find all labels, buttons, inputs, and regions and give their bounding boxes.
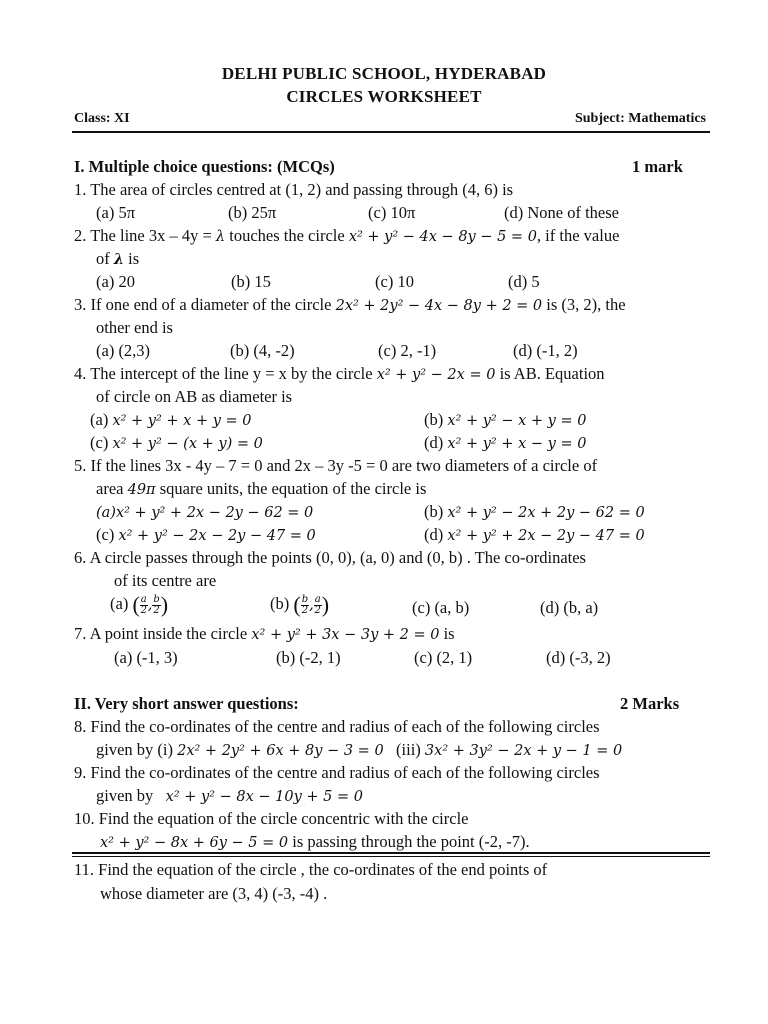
q7-option-a: (a) (-1, 3) [114,648,178,667]
q4-option-b-eq: x² + y² − x + y = 0 [447,413,587,429]
q7-option-c: (c) (2, 1) [414,648,473,667]
q7-option-b: (b) (-2, 1) [276,648,341,667]
q4-option-d-eq: x² + y² + x − y = 0 [447,436,587,452]
q7-option-d: (d) (-3, 2) [546,648,611,667]
q3-option-d: (d) (-1, 2) [513,341,578,360]
q6-a-frac-1: $\frac{a}{2}$ [140,593,147,616]
q3-text-post: is (3, 2), the [542,295,626,314]
q4-equation: x² + y² − 2x = 0 [376,367,496,383]
q5-line2-post: square units, the equation of the circle is [155,479,427,498]
question-11: 11. Find the equation of the circle , the co-ordinates of the end points of [74,860,548,879]
q8-equation-2: 3x² + 3y² − 2x + y − 1 = 0 [424,743,623,759]
q8-line2-pre: given by (i) [96,740,178,759]
question-9: 9. Find the co-ordinates of the centre and radius of each of the following circles [74,763,600,782]
q10-equation: x² + y² − 8x + 6y − 5 = 0 [100,835,289,851]
question-2 [74,226,619,246]
q5-option-a [96,502,313,522]
q5-option-c-eq: x² + y² − 2x − 2y − 47 = 0 [118,528,316,544]
q3-option-b: (b) (4, -2) [230,341,295,360]
q9-line2-pre: given by [96,786,166,805]
q5-option-d-eq: x² + y² + 2x − 2y − 47 = 0 [447,528,645,544]
question-2-line2 [96,249,139,269]
question-5-line2 [96,479,426,499]
q1-option-d: (d) None of these [504,203,620,222]
q2-option-a: (a) 20 [96,272,135,291]
q5-line2-pre: area [96,479,128,498]
q5-option-b-eq: x² + y² − 2x + 2y − 62 = 0 [447,505,645,521]
q4-option-a-label: (a) [90,410,113,429]
q5-option-c-label: (c) [96,525,119,544]
q6-b-rparen: ) [321,592,330,617]
q6-a-rparen: ) [160,592,169,617]
question-10: 10. Find the equation of the circle concentric with the circle [74,809,469,828]
q9-equation: x² + y² − 8x − 10y + 5 = 0 [165,789,364,805]
question-8-line2 [96,740,622,760]
q3-equation: 2x² + 2y² − 4x − 8y + 2 = 0 [335,298,543,314]
section-marks-mcq: 1 mark [632,157,683,176]
q2-option-b: (b) 15 [231,272,271,291]
class-label: Class: XI [74,111,130,126]
q5-option-c [96,525,316,545]
section-marks-vsa: 2 Marks [620,694,680,713]
q4-option-a-eq: x² + y² + x + y = 0 [112,413,252,429]
q6-a-frac-2: $\frac{b}{2}$ [153,593,160,616]
q6-option-d: (d) (b, a) [540,598,599,617]
section-heading-vsa: II. Very short answer questions: [74,694,299,713]
worksheet-title: CIRCLES WORKSHEET [286,87,482,106]
q2-option-c: (c) 10 [375,272,414,291]
section-heading-mcq: I. Multiple choice questions: (MCQs) [74,157,335,176]
q5-option-d-label: (d) [424,525,448,544]
q4-option-b-label: (b) [424,410,448,429]
q6-b-lparen: ( [293,592,301,617]
q6-option-a-label: (a) [110,593,133,613]
q2-text-mid: touches the circle [225,226,349,245]
q6-option-b-label: (b) [270,593,294,613]
q5-area-math: 49π [127,482,156,498]
question-4 [74,364,605,384]
q4-option-c-label: (c) [90,433,113,452]
q5-option-a-eq: (a)x² + y² + 2x − 2y − 62 = 0 [96,505,314,521]
q2-text-post: , if the value [536,226,620,245]
q4-option-b [424,410,586,430]
question-11-line2: whose diameter are (3, 4) (-3, -4) . [100,884,328,903]
divider-rule-bottom [72,856,710,857]
q2-line2-pre: of [96,249,114,268]
subject-label: Subject: Mathematics [574,111,706,126]
q6-option-a: (a) ( $\frac{a}{2}$ , $\frac{b}{2}$ ) [110,592,169,617]
q7-text-pre: 7. A point inside the circle [74,624,252,643]
q2-text-pre: 2. The line 3x – 4y = [74,226,216,245]
q1-option-c: (c) 10π [368,203,416,222]
question-8: 8. Find the co-ordinates of the centre and radius of each of the following circles [74,717,600,736]
q7-text-post: is [439,624,455,643]
q6-b-frac-1: $\frac{b}{2}$ [301,593,309,616]
q2-equation: x² + y² − 4x − 8y − 5 = 0 [348,229,537,245]
q8-equation-1: 2x² + 2y² + 6x + 8y − 3 = 0 [177,743,384,759]
question-4-line2: of circle on AB as diameter is [96,387,293,406]
q2-option-d: (d) 5 [508,272,540,291]
q6-a-lparen: ( [132,592,140,617]
q4-text-post: is AB. Equation [495,364,605,383]
question-6-line2: of its centre are [114,571,217,590]
question-5: 5. If the lines 3x - 4y – 7 = 0 and 2x – 3y -5 = 0 are two diameters of a circle of [74,456,598,475]
school-name: DELHI PUBLIC SCHOOL, HYDERABAD [221,64,547,83]
header-rule [72,131,710,133]
q5-option-d [424,525,645,545]
q5-option-b-label: (b) [424,502,448,521]
q3-text-pre: 3. If one end of a diameter of the circle [74,295,336,314]
q4-option-c-eq: x² + y² − (x + y) = 0 [112,436,263,452]
q5-option-b [424,502,645,522]
divider-rule-top [72,852,710,854]
q6-b-frac-2: $\frac{a}{2}$ [314,593,321,616]
q3-option-a: (a) (2,3) [96,341,151,360]
question-10-line2 [100,832,530,852]
q1-option-b: (b) 25π [228,203,277,222]
q4-option-c [90,433,263,453]
q4-option-d [424,433,586,453]
question-3-line2: other end is [96,318,173,337]
question-3 [74,295,626,315]
q7-equation: x² + y² + 3x − 3y + 2 = 0 [251,627,440,643]
question-6: 6. A circle passes through the points (0, 0), (a, 0) and (0, b) . The co-ordinates [74,548,586,567]
question-7 [74,624,455,644]
q4-text-pre: 4. The intercept of the line y = x by the circle [74,364,377,383]
question-9-line2 [96,786,363,806]
q3-option-c: (c) 2, -1) [378,341,437,360]
q2-line2-post: is [124,249,140,268]
q4-option-a [90,410,252,430]
q2-lambda: λ [215,229,226,245]
question-1: 1. The area of circles centred at (1, 2) and passing through (4, 6) is [74,180,514,199]
q4-option-d-label: (d) [424,433,448,452]
q8-part-label: (iii) [383,740,425,759]
q6-option-b: (b) ( $\frac{b}{2}$ , $\frac{a}{2}$ ) [270,592,330,617]
q1-option-a: (a) 5π [96,203,136,222]
q2-lambda-bold: λ [113,251,125,268]
q6-option-c: (c) (a, b) [412,598,470,617]
q10-text-post: is passing through the point (-2, -7). [288,832,530,851]
